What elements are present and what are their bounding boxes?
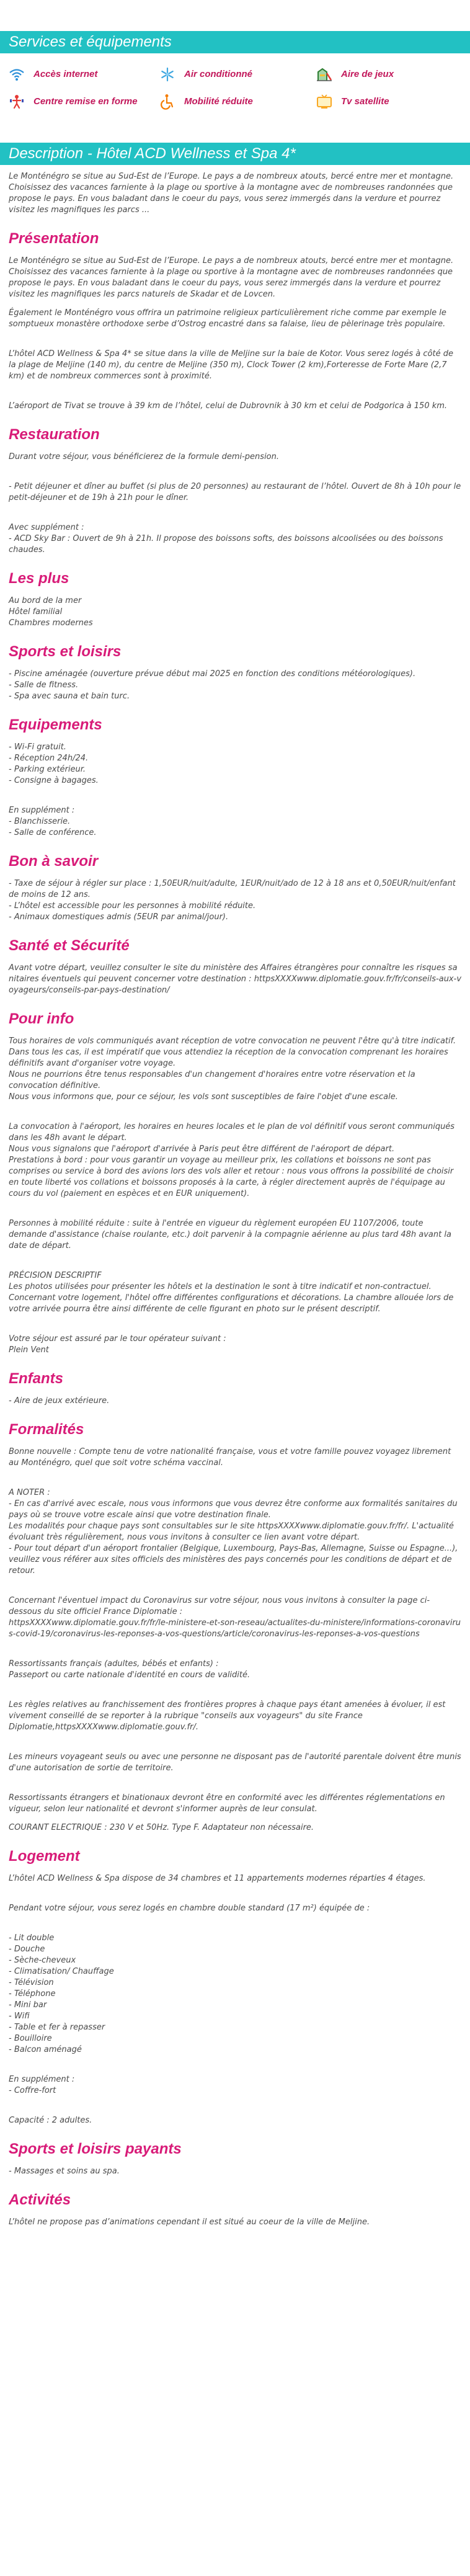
sports-list [9,669,461,702]
logement-equipment-list [9,1933,461,2056]
list-item: - Blanchisserie. [9,817,71,826]
pour-info-block: La convocation à l'aéroport, les horaires en heures locales et le plan de vol définitif vous seront communiqués dans les 48h avant le départ. Nous vous signalons que l'aéroport d'arrivée à Paris peut être différent de l'aéroport de départ. Prestations à bord : pour vous garantir un voyage au meilleur prix, les collations et boissons ne sont pas comprises ou service à bord des avions lors des vols aller et retour : nous vous offrons la possibilité de choisir en toute liberté vos collations et boissons proposés à la carte, à régler directement auprès de l'équipage au cours du vol (paiement en espèces et en EUR uniquement). [9,1122,455,1198]
list-item: Chambres modernes [9,618,93,628]
service-reduced-mobility [158,93,315,110]
list-item: - Lit double [9,1933,55,1943]
section-title-restauration: Restauration [9,426,100,443]
section-title-formalites: Formalités [9,1421,84,1438]
logement-paragraph: Pendant votre séjour, vous serez logés en chambre double standard (17 m²) équipée de : [9,1904,370,1913]
presentation-paragraph: L’aéroport de Tivat se trouve à 39 km de l’hôtel, celui de Dubrovnik à 30 km et celui de Podgorica à 150 km. [9,401,448,411]
list-item: - Taxe de séjour à régler sur place : 1,50EUR/nuit/adulte, 1EUR/nuit/ado de 12 à 18 ans et 0,50EUR/nuit/enfant de moins de 12 ans. [9,879,456,899]
list-item: - Salle de fitness. [9,680,79,690]
list-item: - Piscine aménagée (ouverture prévue début mai 2025 en fonction des conditions météorologiques). [9,669,416,679]
equipements-list [9,742,461,787]
pour-info-block: PRÉCISION DESCRIPTIF Les photos utilisées pour présenter les hôtels et la destination le sont à titre indicatif et non-contractuel. Concernant votre logement, l'hôtel offre différentes configurations et décorations. La chambre allouée lors de votre arrivée pourra être ainsi différente de celle figurant en photo sur le présent descriptif. [9,1271,454,1314]
logement-supplement: En supplément : - Coffre-fort [9,2074,461,2097]
bon-a-savoir-list [9,878,461,923]
section-title-logement: Logement [9,1848,80,1865]
pour-info-block: Personnes à mobilité réduite : suite à l'entrée en vigueur du règlement européen EU 1107/2006, toute demande d'assistance (chaise roulante, etc.) doit parvenir à la compagnie aérienne au plus tard 48h avant la date de départ. [9,1219,451,1250]
list-item: Hôtel familial [9,607,63,617]
list-item: - Coffre-fort [9,2086,56,2095]
activites-paragraph: L’hôtel ne propose pas d’animations cependant il est situé au coeur de la ville de Meljine. [9,2217,370,2227]
formalites-block: A NOTER : - En cas d'arrivé avec escale, nous vous informons que vous devrez être conforme aux formalités sanitaires du pays où se trouve votre escale ainsi que votre destination finale. Les modalités pour chaque pays sont consultables sur le site httpsXXXXwww.diplomatie.gouv.fr/fr/. L'actualité évoluant très régulièrement, nous vous invitons à consulter ce lien avant votre départ. - Pour tout départ d'un aéroport frontalier (Belgique, Luxembourg, Pays-Bas, Allemagne, Suisse ou Espagne...), veuillez vous référer aux sites officiels des ministères des pays concernés pour les conditions de départ et de retour. [9,1488,458,1575]
presentation-paragraph: L’hôtel ACD Wellness & Spa 4* se situe dans la ville de Meljine sur la baie de Kotor. Vous serez logés à côté de la plage de Meljine (140 m), du centre de Meljine (350 m), Clock Tower (2 km),Forteresse de Forte Mare (2,7 km) et de nombreux commerces sont à proximité. [9,349,453,381]
list-item: - L’hôtel est accessible pour les personnes à mobilité réduite. [9,901,256,911]
section-title-equipements: Equipements [9,716,102,733]
tv-icon [315,94,334,110]
pour-info-block: Tous horaires de vols communiqués avant réception de votre convocation ne peuvent l'être qu'à titre indicatif. Dans tous les cas, il est impératif que vous attendiez la réception de la convocation comprenant les horaires définitifs avant d'organiser votre voyage. Nous ne pourrions être tenus responsables d'un changement d'horaires entre votre réservation et la convocation définitive. Nous vous informons que, pour ce séjour, les vols sont susceptibles de faire l'objet d'une escale. [9,1036,456,1102]
service-label: Centre remise en forme [33,96,138,107]
service-label: Air conditionné [184,69,252,79]
section-title-enfants: Enfants [9,1370,64,1387]
service-air-conditioning [158,66,315,83]
list-item: - Mini bar [9,2000,47,2010]
description-intro: Le Monténégro se situe au Sud-Est de l’Europe. Le pays a de nombreux atouts, bercé entre mer et montagne. Choisissez des vacances farniente à la plage ou sportive à la montagne avec de nombreuses randonnées que propose le pays. En vous baladant dans le coeur du pays, vous serez immergés dans la verdure et pourrez visitez les magnifiques les parcs ... [9,172,454,215]
section-title-les-plus: Les plus [9,570,69,587]
list-item: - Télévision [9,1978,54,1987]
service-internet [7,66,158,83]
list-item: - Réception 24h/24. [9,754,89,763]
section-title-bon-a-savoir: Bon à savoir [9,853,99,870]
sports-payants-paragraph: - Massages et soins au spa. [9,2167,120,2176]
list-item: - Wifi [9,2012,30,2021]
section-title-sante: Santé et Sécurité [9,937,130,954]
restauration-paragraph: Durant votre séjour, vous bénéficierez de la formule demi-pension. [9,452,280,461]
service-label: Mobilité réduite [184,96,253,107]
list-item: - Douche [9,1945,45,1954]
list-item: - Bouilloire [9,2034,52,2043]
wheelchair-icon [158,94,177,110]
services-header: Services et équipements [0,31,470,53]
list-item: Au bord de la mer [9,596,82,605]
section-title-presentation: Présentation [9,230,99,247]
formalites-block: Concernant l'éventuel impact du Coronavirus sur votre séjour, nous vous invitons à consulter la page ci-dessous du site officiel France Diplomatie : httpsXXXXwww.diplomatie.gouv.fr/fr/le-ministere-et-son-reseau/actualites-du-ministere/informations-coronavirus-covid-19/coronavirus-les-reponses-a-vos-questions/article/coronavirus-les-reponses-a-vos-questions [9,1596,461,1639]
list-item: - Téléphone [9,1989,56,1999]
section-title-pour-info: Pour info [9,1010,74,1027]
enfants-paragraph: - Aire de jeux extérieure. [9,1396,110,1406]
services-grid [0,53,470,110]
logement-capacity: Capacité : 2 adultes. [9,2116,92,2125]
list-item: - Wi-Fi gratuit. [9,742,66,752]
content [0,165,470,2228]
snowflake-icon [158,66,177,82]
service-label: Accès internet [33,69,98,79]
description-header: Description - Hôtel ACD Wellness et Spa 4* [0,143,470,165]
list-item: - Balcon aménagé [9,2045,82,2054]
equipements-supplement: En supplément : - Blanchisserie. - Salle de conférence. [9,805,461,839]
section-title-sports-payants: Sports et loisirs payants [9,2141,182,2157]
service-label: Aire de jeux [341,69,394,79]
list-item: - Sèche-cheveux [9,1956,76,1965]
list-item: - Parking extérieur. [9,765,86,774]
list-item: - Salle de conférence. [9,828,97,837]
service-playground [315,66,451,83]
list-item: - Climatisation/ Chauffage [9,1967,114,1976]
formalites-block: Ressortissants français (adultes, bébés et enfants) : Passeport ou carte nationale d'identité en cours de validité. [9,1659,251,1680]
formalites-block: Ressortissants étrangers et binationaux devront être en conformité avec les différentes réglementations en vigueur, selon leur nationalité et devront s'informer auprès de leur consulat. [9,1793,445,1814]
presentation-paragraph: Le Monténégro se situe au Sud-Est de l’Europe. Le pays a de nombreux atouts, bercé entre mer et montagne. Choisissez des vacances farniente à la plage ou sportive à la montagne avec de nombreuses randonnées que propose le pays. En vous baladant dans le coeur du pays, vous serez immergés dans la verdure et pourrez visitez les magnifiques les parcs naturels de Skadar et de Lovcen. [9,256,454,299]
presentation-paragraph: Également le Monténégro vous offrira un patrimoine religieux particulièrement riche comme par exemple le somptueux monastère orthodoxe serbe d’Ostrog encastré dans sa falaise, lieu de pèlerinage très populaire. [9,308,446,329]
playground-icon [315,66,334,82]
formalites-block: Les règles relatives au franchissement des frontières propres à chaque pays étant amenées à évoluer, il est vivement conseillé de se reporter à la rubrique "conseils aux voyageurs" du site France Diplomatie,httpsXXXXwww.diplomatie.gouv.fr/. [9,1700,446,1732]
logement-paragraph: L’hôtel ACD Wellness & Spa dispose de 34 chambres et 11 appartements modernes réparties 4 étages. [9,1874,426,1883]
sante-paragraph: Avant votre départ, veuillez consulter le site du ministère des Affaires étrangères pour connaître les risques sanitaires éventuels qui peuvent concerner votre destination : httpsXXXXwww.diplomatie.gouv.fr/fr/conseils-aux-voyageurs/conseils-par-pays-destination/ [9,963,462,995]
formalites-block: Les mineurs voyageant seuls ou avec une personne ne disposant pas de l'autorité parentale doivent être munis d'une autorisation de sortie de territoire. [9,1752,461,1773]
section-title-activites: Activités [9,2191,71,2208]
list-item: - Spa avec sauna et bain turc. [9,692,130,701]
page [0,31,470,2248]
restauration-supplement: Avec supplément : - ACD Sky Bar : Ouvert de 9h à 21h. Il propose des boissons softs, des boissons alcoolisées ou des boissons chaudes. [9,523,443,555]
les-plus-list [9,595,461,629]
list-item: - Table et fer à repasser [9,2023,105,2032]
service-tv [315,93,451,110]
list-item: - Animaux domestiques admis (5EUR par animal/jour). [9,912,229,922]
pour-info-block: Votre séjour est assuré par le tour opérateur suivant : Plein Vent [9,1334,226,1355]
section-title-sports: Sports et loisirs [9,643,122,660]
wifi-icon [7,66,26,82]
service-fitness [7,93,158,110]
formalites-paragraph: Bonne nouvelle : Compte tenu de votre nationalité française, vous et votre famille pouvez voyagez librement au Monténégro, quel que soit votre schéma vaccinal. [9,1447,451,1468]
formalites-block: COURANT ELECTRIQUE : 230 V et 50Hz. Type F. Adaptateur non nécessaire. [9,1823,314,1832]
fitness-icon [7,94,26,110]
restauration-paragraph: - Petit déjeuner et dîner au buffet (si plus de 20 personnes) au restaurant de l’hôtel. Ouvert de 8h à 10h pour le petit-déjeuner et de 19h à 21h pour le dîner. [9,482,461,502]
service-label: Tv satellite [341,96,389,107]
list-item: - Consigne à bagages. [9,776,99,785]
